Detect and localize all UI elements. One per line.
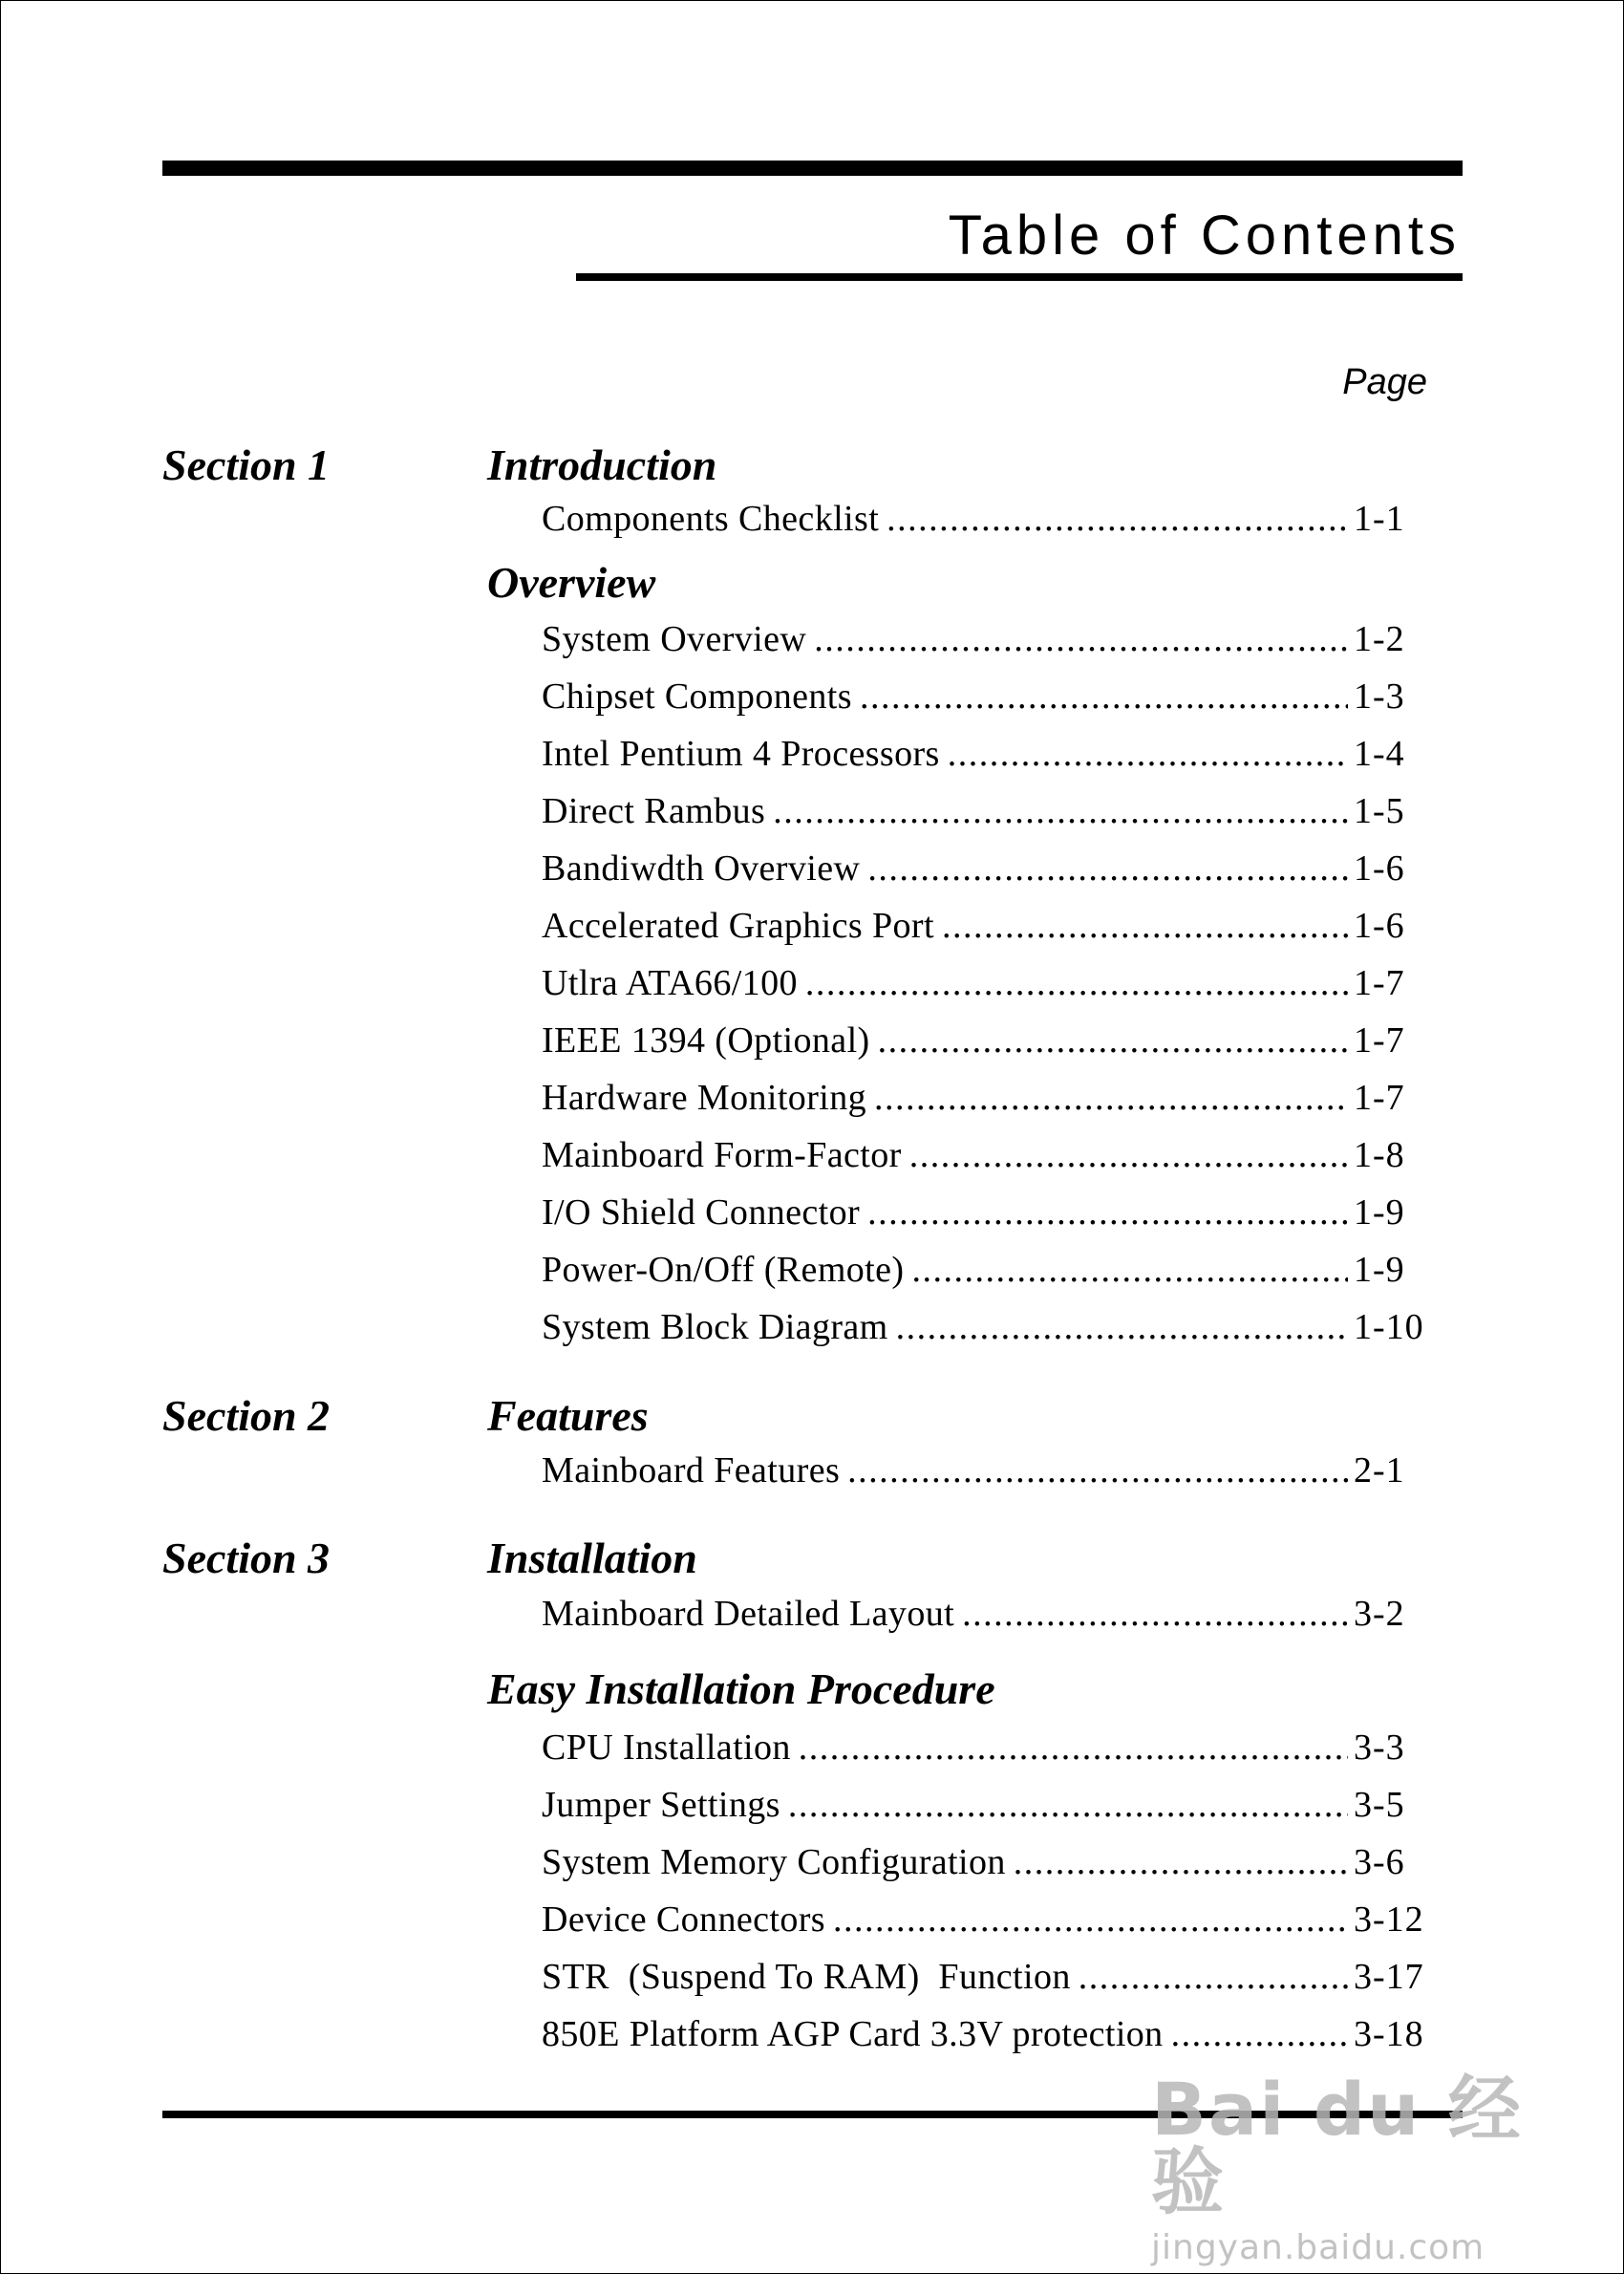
toc-entry[interactable] [542,793,1430,829]
entry-page-number: 1-6 [1354,906,1405,946]
entry-page-number: 1-2 [1354,619,1405,659]
entry-page-number: 1-7 [1354,1078,1405,1118]
dot-leader [1171,2016,1348,2052]
dot-leader [814,621,1348,657]
entry-title: 850E Platform AGP Card 3.3V protection [542,2014,1164,2054]
section-1-label: Section 1 [162,440,331,489]
entry-title: Mainboard Form-Factor [542,1135,902,1175]
watermark-url: jingyan.baidu.com [1151,2228,1485,2267]
entry-page-number: 3-17 [1354,1957,1424,1997]
toc-entry[interactable] [542,736,1430,772]
entry-title: Accelerated Graphics Port [542,906,934,946]
page-column-label: Page [1342,362,1427,402]
dot-leader [887,501,1348,537]
entry-title: I/O Shield Connector [542,1192,861,1233]
entry-title: Chipset Components [542,676,852,717]
dot-leader [909,1137,1348,1173]
toc-entry[interactable] [542,1080,1430,1116]
entry-title: System Block Diagram [542,1307,888,1347]
toc-entry[interactable] [542,1252,1430,1288]
entry-page-number: 1-4 [1354,734,1405,774]
entry-page-number: 1-3 [1354,676,1405,717]
entry-page-number: 1-5 [1354,791,1405,831]
entry-page-number: 1-7 [1354,1020,1405,1061]
dot-leader [874,1080,1348,1116]
entry-page-number: 1-10 [1354,1307,1424,1347]
entry-page-number: 3-3 [1354,1727,1405,1768]
toc-entry[interactable] [542,1452,1430,1489]
toc-entry[interactable] [542,2016,1430,2052]
entry-title: System Overview [542,619,807,659]
toc-entry[interactable] [542,1194,1430,1231]
entry-page-number: 1-9 [1354,1192,1405,1233]
toc-entry[interactable] [542,908,1430,944]
section-3-label: Section 3 [162,1534,331,1582]
heading-overview: Overview [487,558,656,607]
toc-entry[interactable] [542,1309,1430,1345]
toc-entry[interactable] [542,621,1430,657]
entry-title: System Memory Configuration [542,1842,1006,1882]
dot-leader [1079,1959,1348,1995]
entry-title: IEEE 1394 (Optional) [542,1020,870,1061]
entry-title: Mainboard Features [542,1450,841,1491]
entry-page-number: 1-8 [1354,1135,1405,1175]
toc-entry[interactable] [542,965,1430,1001]
dot-leader [833,1901,1348,1938]
heading-introduction: Introduction [487,440,717,489]
dot-leader [962,1596,1348,1632]
entry-title: Hardware Monitoring [542,1078,867,1118]
dot-leader [942,908,1348,944]
title-underline [576,273,1463,281]
dot-leader [788,1787,1348,1823]
dot-leader [896,1309,1348,1345]
entry-page-number: 1-1 [1354,499,1405,539]
heading-installation: Installation [487,1534,697,1582]
heading-features: Features [487,1391,649,1440]
entry-title: Components Checklist [542,499,880,539]
entry-title: Intel Pentium 4 Processors [542,734,940,774]
toc-entry[interactable] [542,1137,1430,1173]
dot-leader [805,965,1348,1001]
heading-easy-installation-procedure: Easy Installation Procedure [487,1664,995,1713]
entry-title: Bandiwdth Overview [542,848,861,889]
entry-page-number: 3-18 [1354,2014,1424,2054]
entry-page-number: 3-2 [1354,1594,1405,1634]
baidu-jingyan-watermark [1151,2067,1533,2267]
dot-leader [867,1194,1348,1231]
toc-entry[interactable] [542,1844,1430,1880]
toc-entry[interactable] [542,678,1430,715]
entry-page-number: 3-12 [1354,1899,1424,1940]
toc-entry[interactable] [542,850,1430,887]
entry-title: Direct Rambus [542,791,766,831]
toc-entry[interactable] [542,1022,1430,1059]
toc-entry[interactable] [542,1596,1430,1632]
toc-entry[interactable] [542,1901,1430,1938]
entry-title: Power-On/Off (Remote) [542,1250,905,1290]
entry-page-number: 2-1 [1354,1450,1405,1491]
dot-leader [860,678,1348,715]
dot-leader [948,736,1348,772]
toc-entry[interactable] [542,1959,1430,1995]
entry-page-number: 1-6 [1354,848,1405,889]
toc-entry[interactable] [542,501,1430,537]
dot-leader [878,1022,1348,1059]
watermark-logo: Bai du 经验 [1151,2067,1523,2224]
dot-leader [773,793,1348,829]
entry-title: Jumper Settings [542,1785,780,1825]
top-rule [162,161,1463,176]
dot-leader [847,1452,1348,1489]
dot-leader [867,850,1348,887]
page-title: Table of Contents [948,204,1461,267]
entry-page-number: 1-7 [1354,963,1405,1003]
entry-title: CPU Installation [542,1727,791,1768]
entry-title: STR (Suspend To RAM) Function [542,1957,1071,1997]
toc-entry[interactable] [542,1787,1430,1823]
entry-title: Device Connectors [542,1899,825,1940]
entry-title: Mainboard Detailed Layout [542,1594,955,1634]
toc-entry[interactable] [542,1729,1430,1766]
section-2-label: Section 2 [162,1391,331,1440]
dot-leader [799,1729,1348,1766]
entry-page-number: 3-5 [1354,1785,1405,1825]
entry-page-number: 1-9 [1354,1250,1405,1290]
dot-leader [1014,1844,1348,1880]
entry-title: Utlra ATA66/100 [542,963,798,1003]
entry-page-number: 3-6 [1354,1842,1405,1882]
dot-leader [911,1252,1348,1288]
